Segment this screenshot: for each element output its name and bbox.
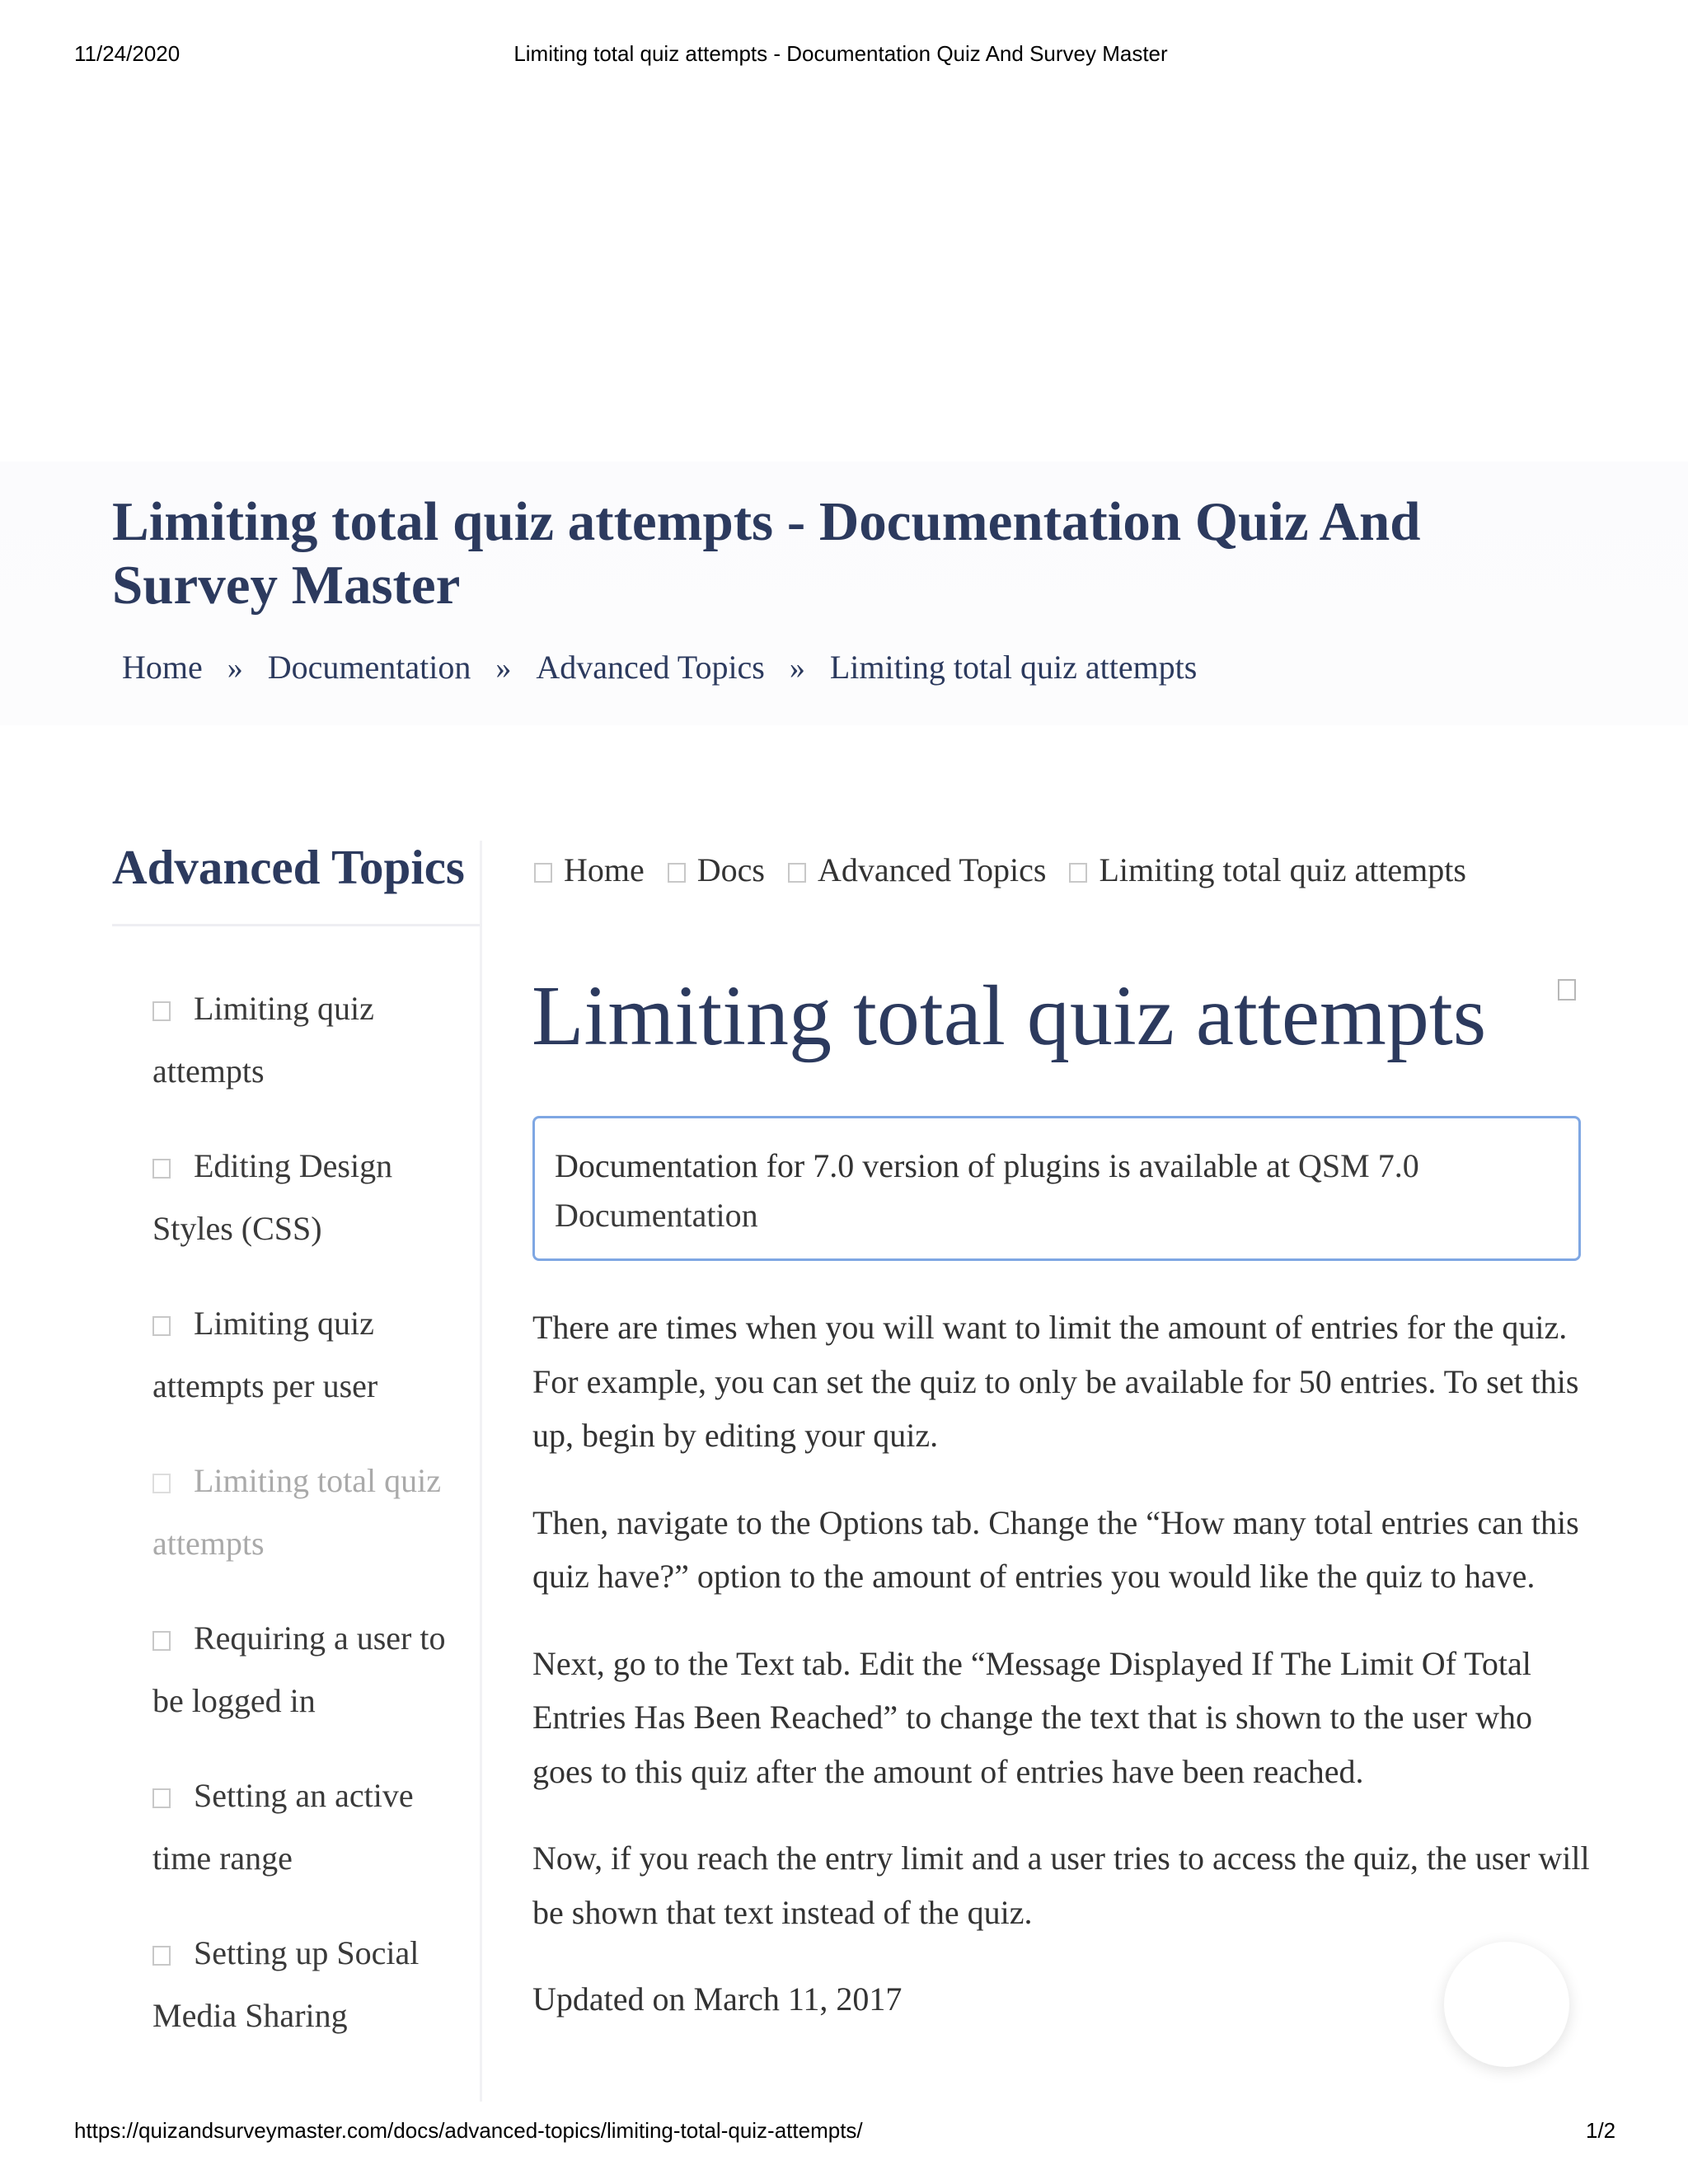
sidebar-item-label: Setting up Social Media Sharing	[152, 1934, 420, 2034]
sidebar-item-social-media-sharing[interactable]	[152, 1922, 449, 2079]
sidebar-item-limiting-quiz-attempts[interactable]	[152, 977, 449, 1135]
print-icon[interactable]	[1558, 979, 1576, 1001]
print-url: https://quizandsurveymaster.com/docs/advanced-topics/limiting-total-quiz-attempts/	[74, 2118, 863, 2143]
sidebar-item-active-time-range[interactable]	[152, 1765, 449, 1922]
notice-link[interactable]: QSM 7.0 Documentation	[555, 1147, 1419, 1234]
sidebar-nav	[152, 977, 449, 2079]
article-paragraph: Next, go to the Text tab. Edit the “Message Displayed If The Limit Of Total Entries Has Been Reached” to change the text that is shown to the user who goes to this quiz after the amount of entries have been reached.	[532, 1644, 1532, 1790]
article-title: Limiting total quiz attempts	[532, 968, 1487, 1063]
sidebar-item-limiting-total-quiz-attempts[interactable]	[152, 1450, 449, 1607]
breadcrumb-documentation[interactable]: Documentation	[267, 649, 471, 686]
sidebar-item-editing-design-styles[interactable]	[152, 1135, 449, 1292]
document-icon	[152, 1001, 171, 1021]
sidebar-item-label: Limiting quiz attempts per user	[152, 1305, 378, 1404]
updated-date: Updated on March 11, 2017	[532, 1980, 903, 2018]
sidebar-item-label: Requiring a user to be logged in	[152, 1619, 446, 1719]
version-notice	[532, 1116, 1581, 1261]
breadcrumb-separator: »	[789, 651, 805, 686]
document-icon	[152, 1316, 171, 1336]
chevron-right-icon	[788, 863, 806, 883]
article-paragraph: Now, if you reach the entry limit and a user tries to access the quiz, the user will be shown that text instead of the quiz.	[532, 1840, 1590, 1931]
breadcrumb-separator: »	[227, 651, 243, 686]
breadcrumb	[122, 648, 1197, 687]
sidebar-item-label: Editing Design Styles (CSS)	[152, 1147, 393, 1247]
sidebar-item-label: Limiting quiz attempts	[152, 990, 374, 1090]
breadcrumb-home[interactable]: Home	[122, 649, 203, 686]
sidebar-item-requiring-logged-in[interactable]	[152, 1607, 449, 1765]
document-icon	[152, 1788, 171, 1808]
doc-breadcrumb-advanced-topics[interactable]: Advanced Topics	[817, 851, 1047, 888]
print-title: Limiting total quiz attempts - Documentation Quiz And Survey Master	[513, 41, 1168, 66]
doc-breadcrumb	[534, 851, 1466, 889]
doc-breadcrumb-docs[interactable]: Docs	[696, 851, 765, 888]
doc-breadcrumb-current: Limiting total quiz attempts	[1099, 851, 1466, 888]
print-date: 11/24/2020	[74, 41, 181, 66]
chat-button[interactable]	[1444, 1942, 1569, 2067]
page-number: 1/2	[1586, 2118, 1616, 2143]
sidebar-item-label: Limiting total quiz attempts	[152, 1462, 441, 1562]
notice-text: Documentation for 7.0 version of plugins is available at	[555, 1147, 1299, 1184]
sidebar-title: Advanced Topics	[112, 840, 465, 894]
article-body	[532, 1301, 1596, 2060]
breadcrumb-advanced-topics[interactable]: Advanced Topics	[536, 649, 765, 686]
sidebar-divider	[480, 841, 482, 2102]
document-icon	[152, 1159, 171, 1179]
chevron-right-icon	[668, 863, 686, 883]
sidebar-title-rule	[112, 924, 480, 926]
sidebar-item-limiting-quiz-attempts-per-user[interactable]	[152, 1292, 449, 1450]
document-icon	[152, 1631, 171, 1651]
doc-breadcrumb-home[interactable]: Home	[564, 851, 645, 888]
article-paragraph: Then, navigate to the Options tab. Change the “How many total entries can this quiz have?” option to the amount of entries you would like the quiz to have.	[532, 1503, 1579, 1595]
breadcrumb-current: Limiting total quiz attempts	[829, 649, 1198, 686]
page-title: Limiting total quiz attempts - Documentation Quiz And Survey Master	[112, 491, 1421, 616]
print-header	[0, 41, 1688, 74]
sidebar-item-label: Setting an active time range	[152, 1777, 414, 1877]
document-icon	[152, 1474, 171, 1493]
breadcrumb-separator: »	[495, 651, 512, 686]
chevron-right-icon	[1069, 863, 1087, 883]
home-icon	[534, 863, 552, 883]
article-paragraph: There are times when you will want to limit the amount of entries for the quiz. For example, you can set the quiz to only be available for 50 entries. To set this up, begin by editing your quiz.	[532, 1309, 1579, 1454]
document-icon	[152, 1946, 171, 1966]
